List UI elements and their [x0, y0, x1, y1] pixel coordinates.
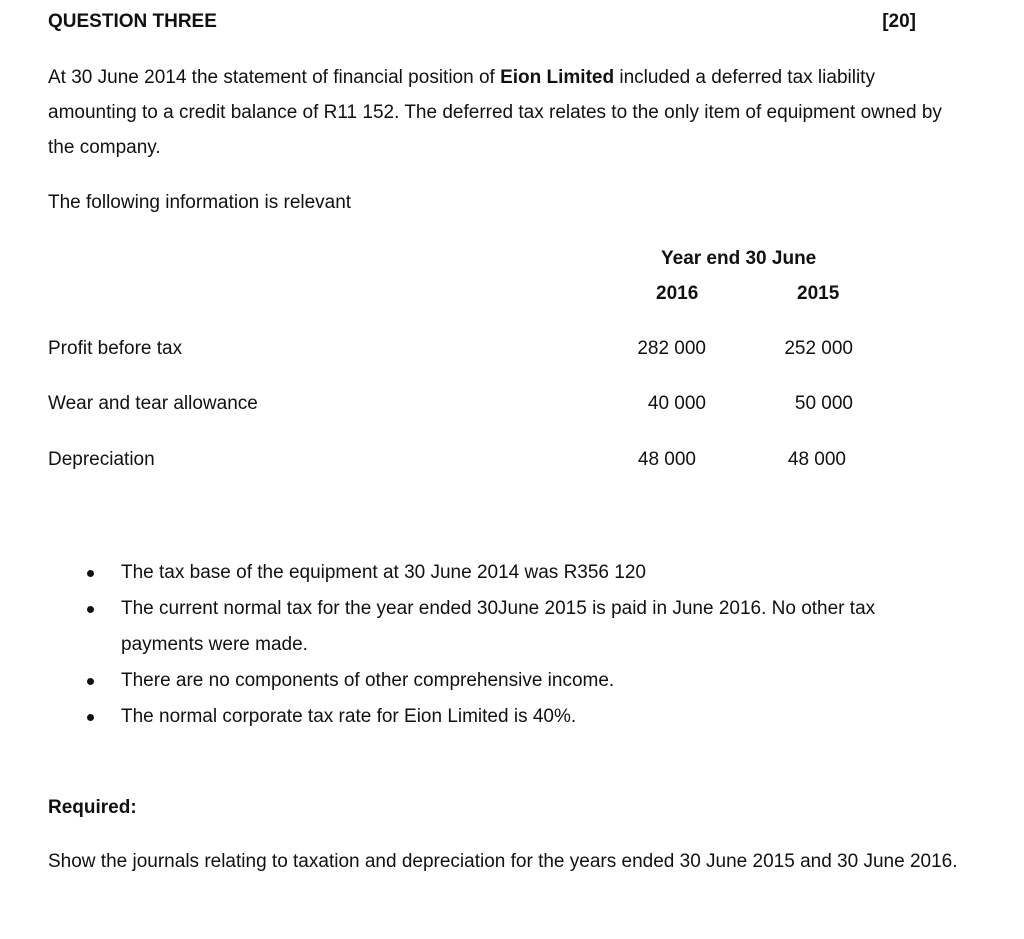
column-header-2015: 2015: [797, 283, 840, 304]
question-marks: [20]: [882, 11, 916, 32]
bullet-tax-base: The tax base of the equipment at 30 June 2014 was R356 120: [121, 562, 646, 583]
row-label-profit-before-tax: Profit before tax: [48, 338, 183, 359]
column-header-2016: 2016: [656, 283, 699, 304]
required-label: Required:: [48, 797, 137, 818]
row-label-wear-and-tear: Wear and tear allowance: [48, 393, 258, 414]
row-label-depreciation: Depreciation: [48, 449, 155, 470]
bullet-icon: [87, 606, 94, 613]
bullet-current-tax: The current normal tax for the year ended 30June 2015 is paid in June 2016. No other tax payments were made.: [121, 598, 876, 655]
cell-depreciation-2016: 48 000: [637, 449, 696, 470]
info-line: The following information is relevant: [48, 192, 352, 213]
cell-wear-2016: 40 000: [647, 393, 706, 414]
cell-wear-2015: 50 000: [794, 393, 853, 414]
table-group-header: Year end 30 June: [661, 248, 817, 269]
required-text: Show the journals relating to taxation and depreciation for the years ended 30 June 2015 and 30 June 2016.: [48, 851, 958, 872]
intro-paragraph: [48, 60, 948, 165]
cell-profit-2015: 252 000: [784, 338, 853, 359]
bullet-icon: [87, 714, 94, 721]
company-name: Eion Limited: [500, 67, 615, 88]
bullet-tax-rate: The normal corporate tax rate for Eion Limited is 40%.: [121, 706, 577, 727]
intro-text-end: included a deferred tax liability amounting to a credit balance of R11 152. The deferred tax relates to the only item of equipment owned by the company.: [48, 67, 942, 158]
cell-depreciation-2015: 48 000: [787, 449, 846, 470]
bullet-oci: There are no components of other comprehensive income.: [121, 670, 615, 691]
bullet-icon: [87, 678, 94, 685]
bullet-icon: [87, 570, 94, 577]
intro-text-start: At 30 June 2014 the statement of financial position of: [48, 67, 501, 88]
question-title: QUESTION THREE: [48, 11, 217, 32]
cell-profit-2016: 282 000: [637, 338, 706, 359]
